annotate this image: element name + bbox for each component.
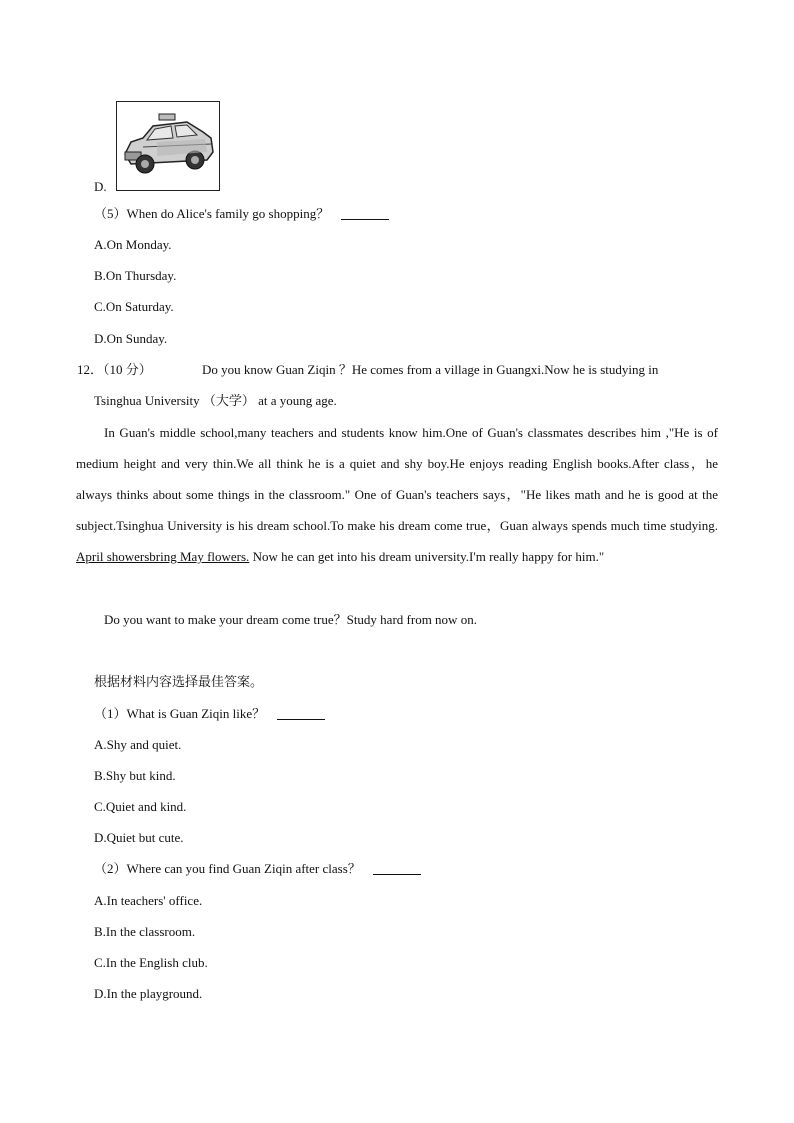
question-12-number: 12．（10 分） bbox=[77, 362, 152, 377]
passage-text-a: In Guan's middle school,many teachers and students know him.One of Guan's classmates describes him ,"He is of medium height and very thin.We all think he is a quiet and shy boy.He enjoys reading English books.After class，he always thinks about some things in the classroom." One of Guan's teachers says，"He likes math and he is good at the subject.Tsinghua University is his dream school.To make his dream come true，Guan always spends much time studying. bbox=[76, 425, 718, 533]
option-b: B.On Thursday. bbox=[94, 268, 177, 283]
option-d: D.On Sunday. bbox=[94, 331, 168, 346]
option-c: C.On Saturday. bbox=[94, 299, 174, 314]
taxi-image bbox=[116, 101, 220, 191]
option-a: A.Shy and quiet. bbox=[94, 737, 182, 752]
option-d-label: D. bbox=[94, 179, 107, 194]
option-a: A.On Monday. bbox=[94, 237, 172, 252]
passage-paragraph-1 bbox=[76, 417, 718, 572]
passage-underlined-phrase: April showersbring May flowers. bbox=[76, 549, 250, 564]
option-c: C.In the English club. bbox=[94, 955, 208, 970]
taxi-car-icon bbox=[117, 102, 219, 190]
instruction-text: 根据材料内容选择最佳答案。 bbox=[94, 675, 264, 690]
option-b: B.In the classroom. bbox=[94, 924, 196, 939]
answer-blank bbox=[277, 707, 325, 720]
question-12-intro-line1: Do you know Guan Ziqin ？He comes from a village in Guangxi.Now he is studying in bbox=[202, 362, 659, 377]
option-c: C.Quiet and kind. bbox=[94, 799, 187, 814]
question-12-intro-line2: Tsinghua University （大学） at a young age. bbox=[94, 393, 337, 408]
option-b: B.Shy but kind. bbox=[94, 768, 176, 783]
answer-blank bbox=[373, 862, 421, 875]
question-5-text: （5）When do Alice's family go shopping？ bbox=[94, 206, 330, 221]
option-d: D.In the playground. bbox=[94, 986, 203, 1001]
question-12-1-text: （1）What is Guan Ziqin like？ bbox=[94, 706, 266, 721]
passage-text-b: Now he can get into his dream university.I'm really happy for him." bbox=[249, 549, 605, 564]
question-12-2-text: （2）Where can you find Guan Ziqin after class？ bbox=[94, 861, 361, 876]
answer-blank bbox=[341, 207, 389, 220]
question-12-2 bbox=[94, 861, 421, 877]
option-a: A.In teachers' office. bbox=[94, 893, 203, 908]
option-d: D.Quiet but cute. bbox=[94, 830, 184, 845]
passage-paragraph-2: Do you want to make your dream come true？Study hard from now on. bbox=[104, 612, 477, 627]
question-5 bbox=[94, 206, 389, 222]
question-12-1 bbox=[94, 706, 325, 722]
